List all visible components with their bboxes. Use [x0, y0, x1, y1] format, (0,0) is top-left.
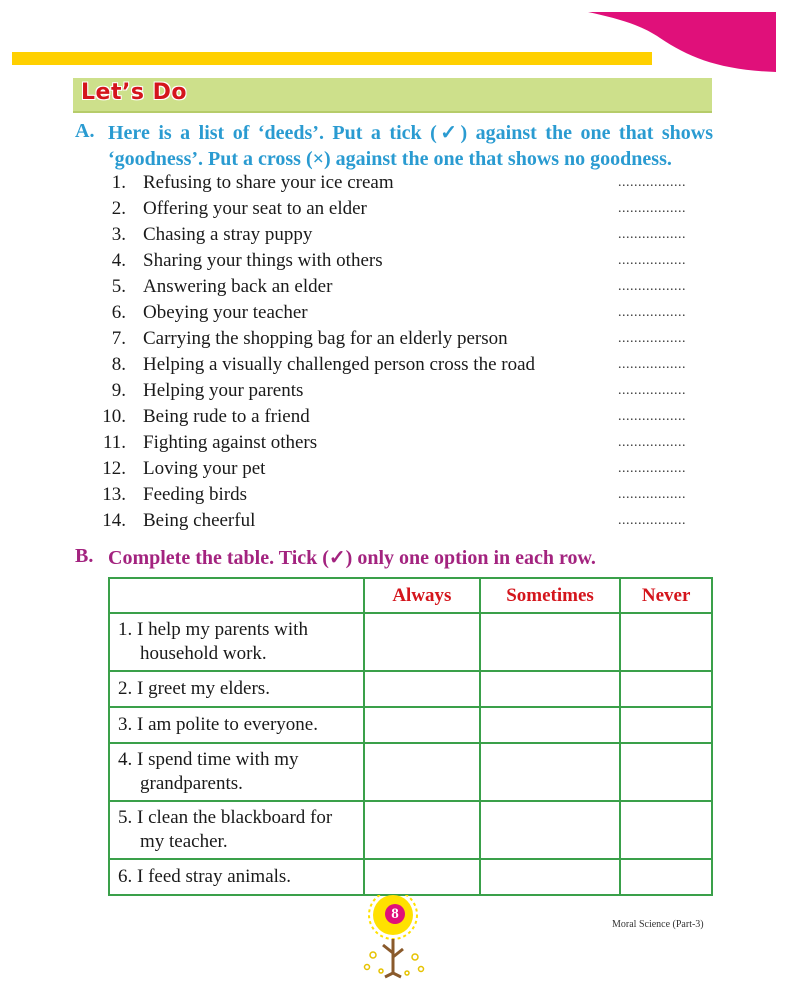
- deed-text: Feeding birds: [143, 484, 247, 505]
- tick-cell-always[interactable]: [364, 859, 480, 895]
- deed-item: [90, 170, 712, 196]
- deed-answer-blank[interactable]: .................: [618, 409, 686, 424]
- row-number: 2.: [118, 678, 133, 699]
- deed-item: [90, 456, 712, 482]
- row-text: I feed stray animals.: [137, 866, 292, 887]
- deed-answer-blank[interactable]: .................: [618, 513, 686, 528]
- deed-text: Helping your parents: [143, 380, 304, 401]
- deed-text: Offering your seat to an elder: [143, 198, 367, 219]
- row-text: I spend time with my grandparents.: [137, 749, 299, 794]
- row-text: I greet my elders.: [137, 678, 270, 699]
- row-statement: [109, 743, 364, 801]
- row-text: I help my parents with household work.: [137, 619, 308, 664]
- tick-cell-always[interactable]: [364, 801, 480, 859]
- section-b-letter: B.: [75, 545, 94, 567]
- tick-cell-never[interactable]: [620, 613, 712, 671]
- deed-number: 7.: [111, 328, 126, 349]
- deed-item: [90, 196, 712, 222]
- row-number: 1.: [118, 619, 133, 640]
- row-text: I clean the blackboard for my teacher.: [137, 807, 333, 852]
- table-row: [109, 613, 712, 671]
- tick-cell-sometimes[interactable]: [480, 707, 621, 743]
- deed-number: 3.: [111, 224, 126, 245]
- deed-text: Fighting against others: [143, 432, 318, 453]
- deed-item: [90, 248, 712, 274]
- tick-cell-always[interactable]: [364, 671, 480, 707]
- row-statement: [109, 859, 364, 895]
- deed-answer-blank[interactable]: .................: [618, 461, 686, 476]
- deed-number: 4.: [111, 250, 126, 271]
- row-statement: [109, 671, 364, 707]
- table-row: [109, 859, 712, 895]
- deed-text: Carrying the shopping bag for an elderly person: [143, 328, 508, 349]
- deed-item: [90, 274, 712, 300]
- book-title-footer: Moral Science (Part-3): [612, 919, 704, 930]
- tick-cell-never[interactable]: [620, 801, 712, 859]
- tick-cell-never[interactable]: [620, 743, 712, 801]
- section-b-instruction: Complete the table. Tick (✓) only one option in each row.: [108, 547, 596, 569]
- section-a-instruction: [108, 120, 713, 172]
- table-row: [109, 707, 712, 743]
- deed-answer-blank[interactable]: .................: [618, 487, 686, 502]
- tick-cell-never[interactable]: [620, 671, 712, 707]
- deed-answer-blank[interactable]: .................: [618, 357, 686, 372]
- deed-item: [90, 352, 712, 378]
- deed-item: [90, 326, 712, 352]
- deed-text: Being rude to a friend: [143, 406, 310, 427]
- column-header-always: Always: [364, 578, 480, 613]
- row-statement: [109, 707, 364, 743]
- deed-item: [90, 378, 712, 404]
- deed-answer-blank[interactable]: .................: [618, 305, 686, 320]
- tick-cell-sometimes[interactable]: [480, 671, 621, 707]
- deed-text: Answering back an elder: [143, 276, 333, 297]
- row-number: 4.: [118, 749, 133, 770]
- table-row: [109, 801, 712, 859]
- deed-item: [90, 404, 712, 430]
- deed-item: [90, 430, 712, 456]
- deed-answer-blank[interactable]: .................: [618, 227, 686, 242]
- page-number-badge: 8: [385, 904, 405, 924]
- deed-text: Obeying your teacher: [143, 302, 308, 323]
- deed-item: [90, 222, 712, 248]
- table-header-blank: [109, 578, 364, 613]
- deed-item: [90, 300, 712, 326]
- tick-cell-never[interactable]: [620, 859, 712, 895]
- header-magenta-wave: [0, 0, 787, 80]
- deed-text: Being cheerful: [143, 510, 256, 531]
- deed-number: 1.: [111, 172, 126, 193]
- lets-do-title: Let’s Do: [81, 80, 187, 105]
- page-number: [375, 904, 415, 924]
- row-text: I am polite to everyone.: [137, 714, 318, 735]
- deed-text: Helping a visually challenged person cross the road: [143, 354, 536, 375]
- deed-item: [90, 508, 712, 534]
- deed-answer-blank[interactable]: .................: [618, 435, 686, 450]
- column-header-sometimes: Sometimes: [480, 578, 621, 613]
- table-row: [109, 743, 712, 801]
- goodness-table: [108, 577, 713, 896]
- deed-answer-blank[interactable]: .................: [618, 201, 686, 216]
- deed-number: 6.: [111, 302, 126, 323]
- tick-cell-always[interactable]: [364, 707, 480, 743]
- deed-answer-blank[interactable]: .................: [618, 331, 686, 346]
- deed-text: Loving your pet: [143, 458, 266, 479]
- deed-number: 12.: [102, 458, 126, 479]
- row-number: 3.: [118, 714, 133, 735]
- row-number: 5.: [118, 807, 133, 828]
- deed-number: 11.: [102, 432, 126, 453]
- deed-number: 5.: [111, 276, 126, 297]
- tick-cell-never[interactable]: [620, 707, 712, 743]
- lets-do-banner: [73, 78, 712, 113]
- column-header-never: Never: [620, 578, 712, 613]
- tick-cell-sometimes[interactable]: [480, 613, 621, 671]
- deed-number: 10.: [102, 406, 126, 427]
- table-header-row: [109, 578, 712, 613]
- section-a-instruction-line2: ‘goodness’. Put a cross (×) against the one that shows no goodness.: [108, 148, 672, 170]
- deed-item: [90, 482, 712, 508]
- deed-answer-blank[interactable]: .................: [618, 383, 686, 398]
- table-row: [109, 671, 712, 707]
- tick-cell-sometimes[interactable]: [480, 859, 621, 895]
- deed-answer-blank[interactable]: .................: [618, 253, 686, 268]
- row-statement: [109, 801, 364, 859]
- row-number: 6.: [118, 866, 133, 887]
- deed-list: [90, 170, 712, 534]
- tick-cell-sometimes[interactable]: [480, 743, 621, 801]
- row-statement: [109, 613, 364, 671]
- deed-number: 13.: [102, 484, 126, 505]
- tick-cell-always[interactable]: [364, 743, 480, 801]
- tick-cell-always[interactable]: [364, 613, 480, 671]
- deed-answer-blank[interactable]: .................: [618, 175, 686, 190]
- deed-number: 9.: [111, 380, 126, 401]
- deed-number: 8.: [111, 354, 126, 375]
- deed-text: Sharing your things with others: [143, 250, 383, 271]
- deed-number: 2.: [111, 198, 126, 219]
- deed-text: Refusing to share your ice cream: [143, 172, 394, 193]
- deed-number: 14.: [102, 510, 126, 531]
- section-a-letter: A.: [75, 120, 95, 142]
- section-a-instruction-line1: Here is a list of ‘deeds’. Put a tick (✓) against the one that shows: [108, 122, 713, 144]
- deed-text: Chasing a stray puppy: [143, 224, 313, 245]
- deed-answer-blank[interactable]: .................: [618, 279, 686, 294]
- tick-cell-sometimes[interactable]: [480, 801, 621, 859]
